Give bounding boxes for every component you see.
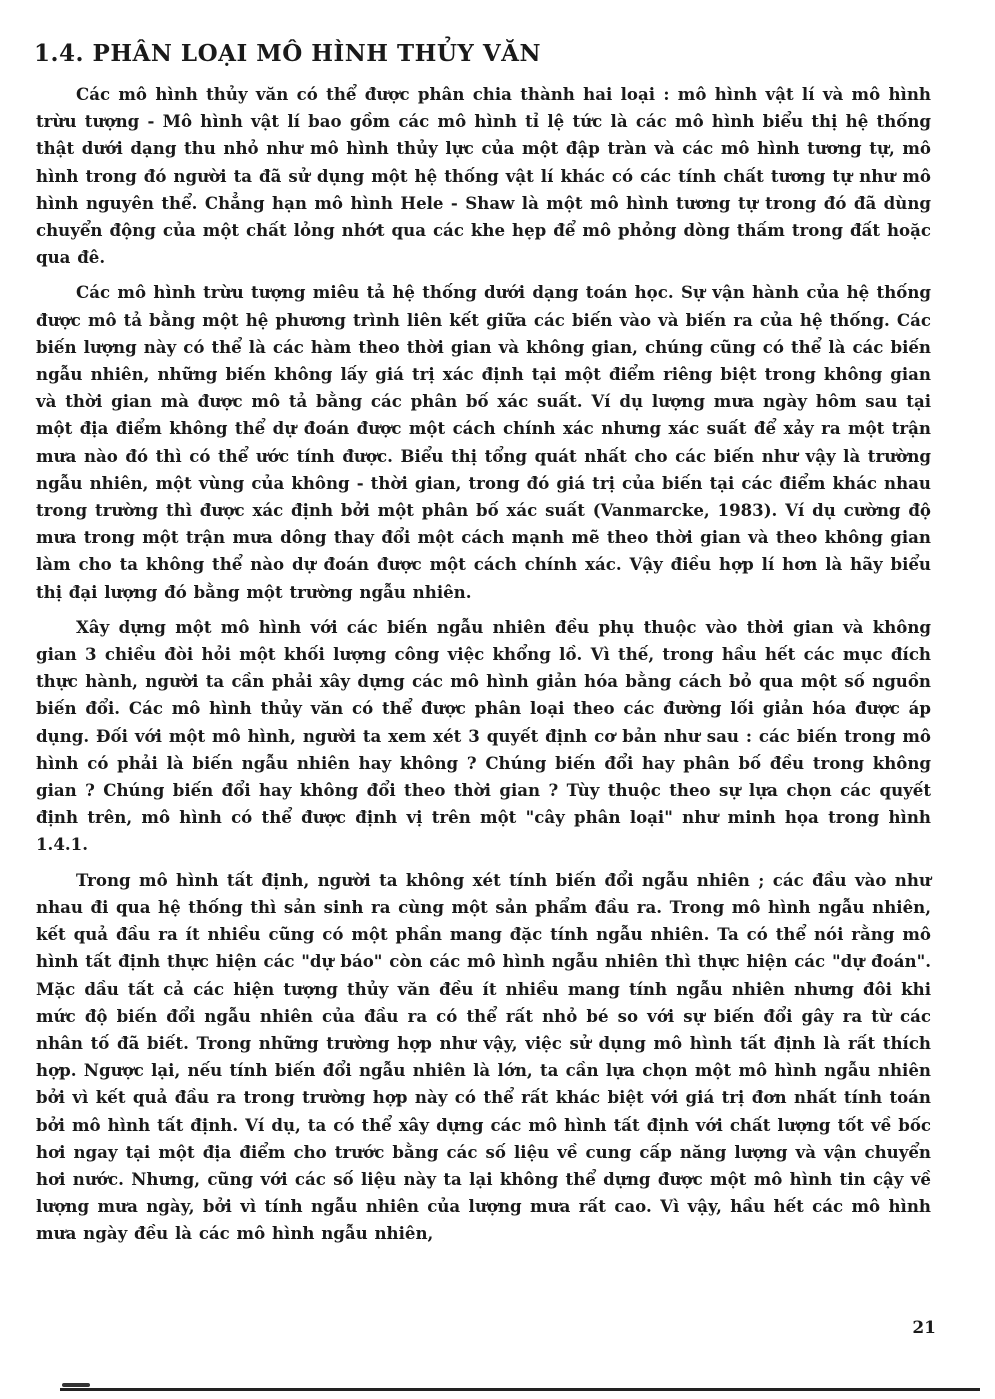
scan-mark: [62, 1383, 90, 1387]
body-text: [36, 81, 931, 1256]
paragraph-2: Các mô hình trừu tượng miêu tả hệ thống dưới dạng toán học. Sự vận hành của hệ thống được mô tả bằng một hệ phương trình liên kết giữa các biến vào và biến ra của hệ thống. Các biến lượng này có thể là các hàm theo thời gian và không gian, chúng cũng có thể là các biến ngẫu nhiên, những biến không lấy giá trị xác định tại một điểm riêng biệt trong không gian và thời gian mà được mô tả bằng các phân bố xác suất. Ví dụ lượng mưa ngày hôm sau tại một địa điểm không thể dự đoán được một cách chính xác nhưng xác suất để xảy ra một trận mưa nào đó thì có thể ước tính được. Biểu thị tổng quát nhất cho các biến như vậy là trường ngẫu nhiên, một vùng của không - thời gian, trong đó giá trị của biến tại các điểm khác nhau trong trường thì được xác định bởi một phân bố xác suất (Vanmarcke, 1983). Ví dụ cường độ mưa trong một trận mưa dông thay đổi một cách mạnh mẽ theo thời gian và theo không gian làm cho ta không thể nào dự đoán được một cách chính xác. Vậy điều hợp lí hơn là hãy biểu thị đại lượng đó bằng một trường ngẫu nhiên.: [36, 282, 931, 602]
bottom-rule: [60, 1388, 980, 1391]
page-number: 21: [912, 1318, 936, 1338]
paragraph-3: Xây dựng một mô hình với các biến ngẫu nhiên đều phụ thuộc vào thời gian và không gian 3 chiều đòi hỏi một khối lượng công việc khổng lồ. Vì thế, trong hầu hết các mục đích thực hành, người ta cần phải xây dựng các mô hình giản hóa bằng cách bỏ qua một số nguồn biến đổi. Các mô hình thủy văn có thể được phân loại theo các đường lối giản hóa được áp dụng. Đối với một mô hình, người ta xem xét 3 quyết định cơ bản như sau : các biến trong mô hình có phải là biến ngẫu nhiên hay không ? Chúng biến đổi hay phân bố đều trong không gian ? Chúng biến đổi hay không đổi theo thời gian ? Tùy thuộc theo sự lựa chọn các quyết định trên, mô hình có thể được định vị trên một "cây phân loại" như minh họa trong hình 1.4.1.: [36, 616, 931, 855]
section-title: 1.4. PHÂN LOẠI MÔ HÌNH THỦY VĂN: [34, 40, 542, 67]
paragraph-4: Trong mô hình tất định, người ta không xét tính biến đổi ngẫu nhiên ; các đầu vào như nhau đi qua hệ thống thì sản sinh ra cùng một sản phẩm đầu ra. Trong mô hình ngẫu nhiên, kết quả đầu ra ít nhiều cũng có một phần mang đặc tính ngẫu nhiên. Ta có thể nói rằng mô hình tất định thực hiện các "dự báo" còn các mô hình ngẫu nhiên thì thực hiện các "dự đoán". Mặc dầu tất cả các hiện tượng thủy văn đều ít nhiều mang tính ngẫu nhiên nhưng đôi khi mức độ biến đổi ngẫu nhiên của đầu ra có thể rất nhỏ bé so với sự biến đổi gây ra từ các nhân tố đã biết. Trong những trường hợp như vậy, việc sử dụng mô hình tất định là rất thích hợp. Ngược lại, nếu tính biến đổi ngẫu nhiên là lớn, ta cần lựa chọn một mô hình ngẫu nhiên bởi vì kết quả đầu ra trong trường hợp này có thể rất khác biệt với giá trị đơn nhất tính toán bởi mô hình tất định. Ví dụ, ta có thể xây dựng các mô hình tất định với chất lượng tốt về bốc hơi ngay tại một địa điểm cho trước bằng các số liệu về cung cấp năng lượng và vận chuyển hơi nước. Nhưng, cũng với các số liệu này ta lại không thể dựng được một mô hình tin cậy về lượng mưa ngày, bởi vì tính ngẫu nhiên của lượng mưa rất cao. Vì vậy, hầu hết các mô hình mưa ngày đều là các mô hình ngẫu nhiên,: [36, 869, 931, 1244]
paragraph-1: Các mô hình thủy văn có thể được phân chia thành hai loại : mô hình vật lí và mô hình trừu tượng - Mô hình vật lí bao gồm các mô hình tỉ lệ tức là các mô hình biểu thị hệ thống thật dưới dạng thu nhỏ như mô hình thủy lực của một đập tràn và các mô hình tương tự, mô hình trong đó người ta đã sử dụng một hệ thống vật lí khác có các tính chất tương tự như mô hình nguyên thể. Chẳng hạn mô hình Hele - Shaw là một mô hình tương tự trong đó đã dùng chuyển động của một chất lỏng nhớt qua các khe hẹp để mô phỏng dòng thấm trong đất hoặc qua đê.: [36, 84, 931, 268]
